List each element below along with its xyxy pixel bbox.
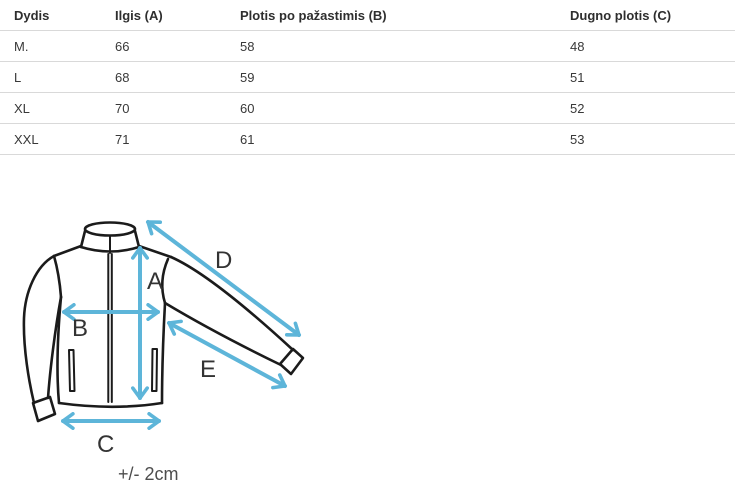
table-row	[0, 93, 735, 124]
jacket-outline	[24, 223, 303, 422]
left-armhole-seam	[54, 256, 61, 297]
right-armhole-seam	[162, 259, 168, 303]
table-row	[0, 124, 735, 155]
cell-bottom: 52	[556, 93, 735, 124]
cell-chest: 59	[226, 62, 556, 93]
jacket-measurement-diagram	[0, 160, 380, 490]
table-header-row	[0, 0, 735, 31]
column-header-bottom: Dugno plotis (C)	[556, 0, 735, 31]
cell-chest: 58	[226, 31, 556, 62]
right-pocket-slit	[152, 349, 157, 391]
column-header-chest: Plotis po pažastimis (B)	[226, 0, 556, 31]
cell-bottom: 53	[556, 124, 735, 155]
table-row	[0, 31, 735, 62]
right-sleeve-bottom	[165, 303, 281, 365]
cell-bottom: 48	[556, 31, 735, 62]
body-bottom-edge	[59, 403, 162, 407]
cell-length: 66	[101, 31, 226, 62]
size-table	[0, 0, 735, 155]
cell-length: 70	[101, 93, 226, 124]
tolerance-note: +/- 2cm	[118, 464, 179, 484]
arrow-d-sleeve-outer	[148, 222, 299, 335]
cell-size: XL	[0, 93, 101, 124]
body-right-edge	[162, 303, 165, 403]
column-header-size: Dydis	[0, 0, 101, 31]
collar-right	[135, 231, 139, 247]
table-row	[0, 62, 735, 93]
cell-length: 68	[101, 62, 226, 93]
cell-bottom: 51	[556, 62, 735, 93]
collar-left	[81, 231, 85, 247]
measure-label-c: C	[97, 431, 115, 458]
measure-label-d: D	[215, 247, 233, 274]
right-cuff	[280, 349, 303, 374]
measure-label-b: B	[72, 315, 89, 342]
left-cuff	[33, 397, 55, 421]
collar-top	[85, 223, 135, 236]
measure-label-e: E	[200, 356, 217, 383]
measure-label-a: A	[147, 268, 164, 295]
cell-size: M.	[0, 31, 101, 62]
cell-size: XXL	[0, 124, 101, 155]
cell-length: 71	[101, 124, 226, 155]
cell-chest: 60	[226, 93, 556, 124]
cell-size: L	[0, 62, 101, 93]
cell-chest: 61	[226, 124, 556, 155]
left-shoulder	[54, 246, 81, 256]
right-shoulder	[139, 246, 171, 257]
left-pocket-slit	[69, 350, 75, 391]
arrow-e-sleeve-inner	[169, 323, 285, 386]
column-header-length: Ilgis (A)	[101, 0, 226, 31]
